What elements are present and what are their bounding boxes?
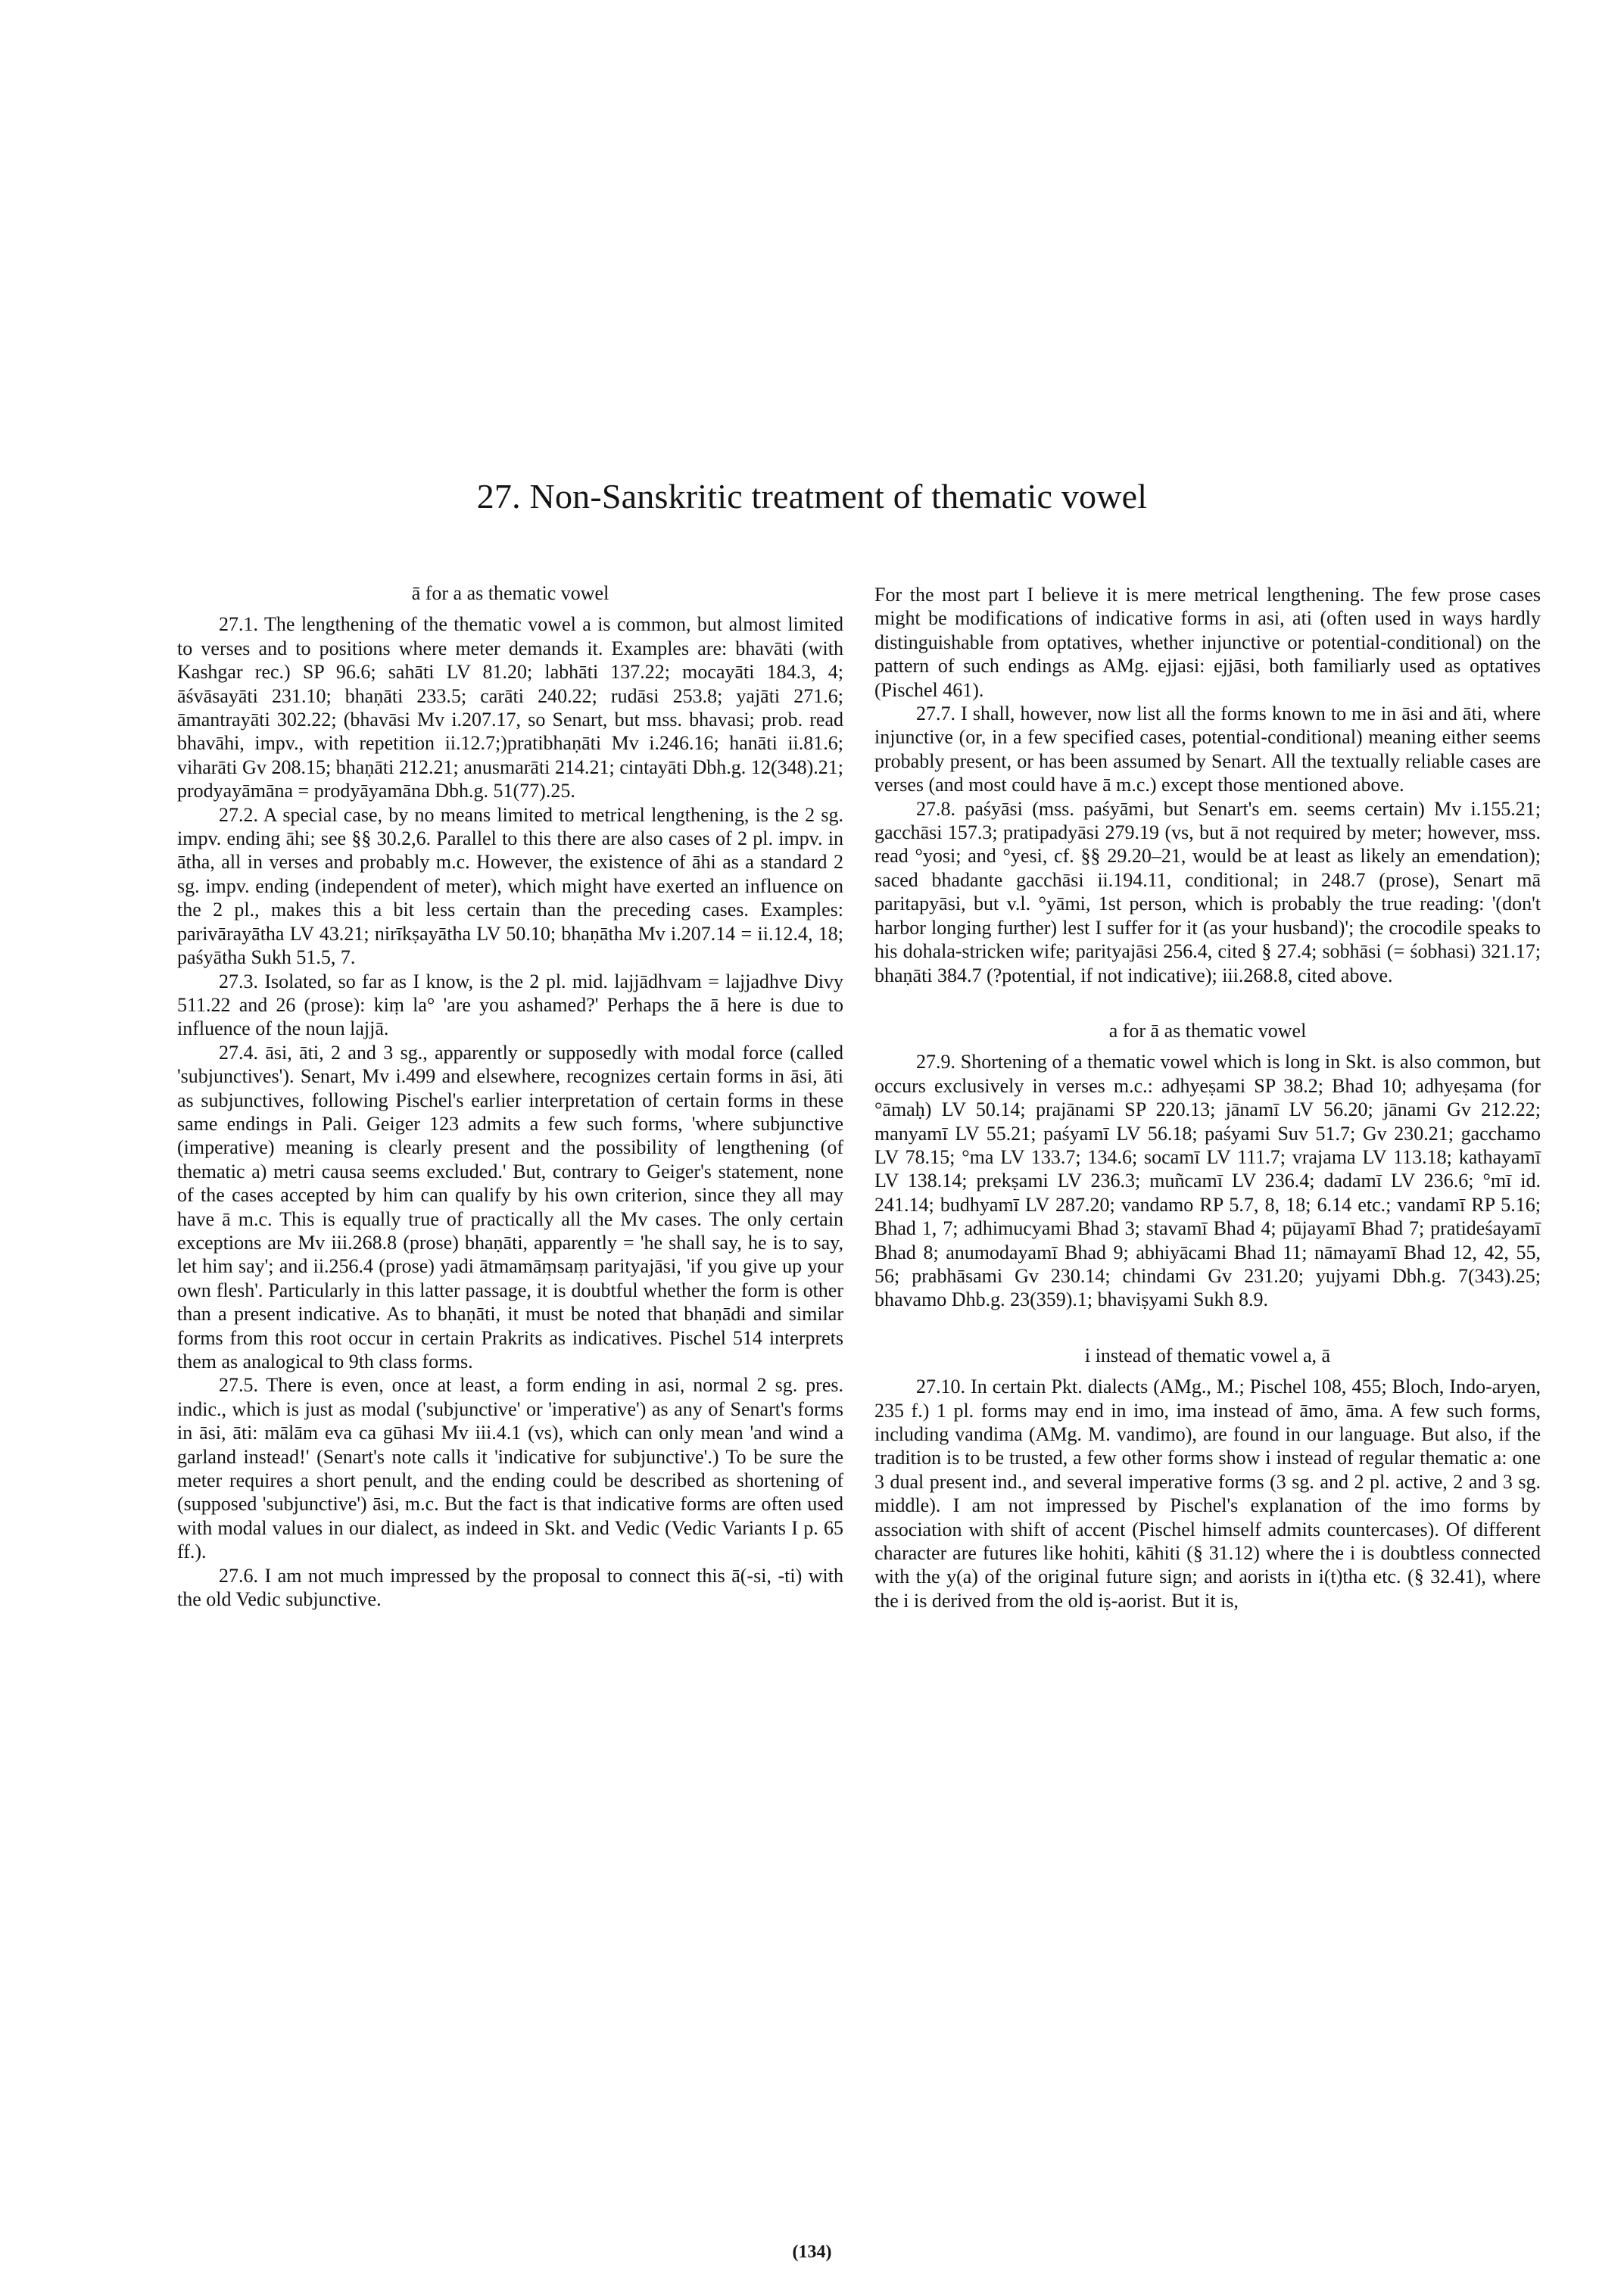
paragraph-27-5: 27.5. There is even, once at least, a form ending in asi, normal 2 sg. pres. indic., which is just as modal ('subjunctive' or 'imperative') as any of Senart's forms in āsi, āti: mālām eva ca gūhasi Mv iii.4.1 (vs), which can only mean 'and wind a garland instead!' (Senart's note calls it 'indicative for subjunctive'.) To be sure the meter requires a short penult, and the ending could be described as shortening of (supposed 'subjunctive') āsi, m.c. But the fact is that indicative forms are often used with modal values in our dialect, as indeed in Skt. and Vedic (Vedic Variants I p. 65 ff.). (177, 1374, 843, 1563)
paragraph-27-1: 27.1. The lengthening of the thematic vowel a is common, but almost limited to verses and to positions where meter demands it. Examples are: bhavāti (with Kashgar rec.) SP 96.6; sahāti LV 81.20; labhāti 137.22; mocayāti 184.3, 4; āśvāsayāti 231.10; bhaṇāti 233.5; carāti 240.22; rudāsi 253.8; yajāti 271.6; āmantrayāti 302.22; (bhavāsi Mv i.207.17, so Senart, but mss. bhavasi; prob. read bhavāhi, impv., with repetition ii.12.7;)pratibhaṇāti Mv i.246.16; hanāti ii.81.6; viharāti Gv 208.15; bhaṇāti 212.21; anusmarāti 214.21; cintayāti Dbh.g. 12(348).21; prodyayāmāna = prodyāyamāna Dbh.g. 51(77).25. (177, 613, 843, 802)
section-subheading: a for ā as thematic vowel (1108, 1019, 1307, 1042)
paragraph-27-7: 27.7. I shall, however, now list all the forms known to me in āsi and āti, where injunctive (or, in a few specified cases, potential-conditional) meaning either seems probably present, or has been assumed by Senart. All the textually reliable cases are verses (and most could have ā m.c.) except those mentioned above. (874, 703, 1541, 796)
paragraph-27-4: 27.4. āsi, āti, 2 and 3 sg., apparently or supposedly with modal force (called 'subjunctives'). Senart, Mv i.499 and elsewhere, recognizes certain forms in āsi, āti as subjunctives, following Pischel's earlier interpretation of certain forms in these same endings in Pali. Geiger 123 admits a few such forms, 'where subjunctive (imperative) meaning is clearly present and the possibility of lengthening (of thematic a) metri causa seems excluded.' But, contrary to Geiger's statement, none of the cases accepted by him can qualify by his own criterion, since they all may have ā m.c. This is equally true of practically all the Mv cases. The only certain exceptions are Mv iii.268.8 (prose) bhaṇāti, apparently = 'he shall say, he is to say, let him say'; and ii.256.4 (prose) yadi ātmamāṃsaṃ parityajāsi, 'if you give up your own flesh'. Particularly in this latter passage, it is doubtful whether the form is other than a present indicative. As to bhaṇāti, it must be noted that bhaṇādi and similar forms from this root occur in certain Prakrits as indicatives. Pischel 514 interprets them as analogical to 9th class forms. (177, 1041, 843, 1372)
right-column (874, 583, 1541, 1612)
paragraph-27-10: 27.10. In certain Pkt. dialects (AMg., M.; Pischel 108, 455; Bloch, Indo-aryen, 235 f.) 1 pl. forms may end in imo, ima instead of āmo, āma. A few such forms, including vandima (AMg. M. vandimo), are found in our language. But also, if the tradition is to be trusted, a few other forms show i instead of regular thematic a: one 3 dual present ind., and several imperative forms (3 sg. and 2 pl. active, 2 and 3 sg. middle). I am not impressed by Pischel's explanation of the imo forms by association with shift of accent (Pischel himself admits countercases). Of different character are futures like hohiti, kāhiti (§ 31.12) where the i is doubtless connected with the y(a) of the original future sign; and aorists in i(t)tha etc. (§ 32.41), where the i is derived from the old iṣ-aorist. But it is, (874, 1375, 1541, 1612)
section-subheading: ā for a as thematic vowel (411, 582, 609, 604)
paragraph-27-8: 27.8. paśyāsi (mss. paśyāmi, but Senart's em. seems certain) Mv i.155.21; gacchāsi 157.3; pratipadyāsi 279.19 (vs, but ā not required by meter; however, mss. read °yosi; and °yesi, cf. §§ 29.20–21, would be at least as likely an emendation); saced bhadante gacchāsi ii.194.11, conditional; in 248.7 (prose), Senart mā paritapyāsi, but v.l. °yāmi, 1st person, which is probably the true reading: '(don't harbor longing further) lest I suffer for it (as your husband)'; the crocodile speaks to his dohala-stricken wife; parityajāsi 256.4, cited § 27.4; sobhāsi (= śobhasi) 321.17; bhaṇāti 384.7 (?potential, if not indicative); iii.268.8, cited above. (874, 797, 1541, 986)
section-subheading: i instead of thematic vowel a, ā (1084, 1344, 1331, 1366)
page-title: 27. Non-Sanskritic treatment of thematic vowel (476, 477, 1148, 516)
paragraph-27-2: 27.2. A special case, by no means limited to metrical lengthening, is the 2 sg. impv. ending āhi; see §§ 30.2,6. Parallel to this there are also cases of 2 pl. impv. in ātha, all in verses and probably m.c. However, the existence of āhi as a standard 2 sg. impv. ending (independent of meter), which might have exerted an influence on the 2 pl., makes this a bit less certain than the preceding cases. Examples: parivārayātha LV 43.21; nirīkṣayātha LV 50.10; bhaṇātha Mv i.207.14 = ii.12.4, 18; paśyātha Sukh 51.5, 7. (177, 803, 843, 969)
page-number: (134) (792, 2242, 832, 2262)
left-column (177, 581, 843, 1611)
paragraph-27-9: 27.9. Shortening of a thematic vowel which is long in Skt. is also common, but occurs exclusively in verses m.c.: adhyeṣami SP 38.2; Bhad 10; adhyeṣama (for °āmaḥ) LV 50.14; prajānami SP 220.13; jānamī LV 56.20; jānami Gv 212.22; manyamī LV 55.21; paśyamī LV 56.18; paśyami Suv 51.7; Gv 230.21; gacchamo LV 78.15; °ma LV 133.7; 134.6; socamī LV 111.7; vrajama LV 113.18; kathayamī LV 138.14; prekṣami LV 236.3; muñcamī LV 236.4; dadamī LV 236.6; °mī id. 241.14; budhyamī LV 287.20; vandamo RP 5.7, 8, 18; 6.14 etc.; vandamī RP 5.16; Bhad 1, 7; adhimucyami Bhad 3; stavamī Bhad 4; pūjayamī Bhad 7; pratideśayamī Bhad 8; anumodayamī Bhad 9; abhiyācami Bhad 11; nāmayamī Bhad 12, 42, 55, 56; prabhāsami Gv 230.14; chindami Gv 231.20; yujyami Dbh.g. 7(343).25; bhavamo Dhb.g. 23(359).1; bhaviṣyami Sukh 8.9. (874, 1051, 1541, 1311)
paragraph-27-6-continued: For the most part I believe it is mere metrical lengthening. The few prose cases might be modifications of indicative forms in asi, ati (often used in ways hardly distinguishable from optatives, whether injunctive or potential-conditional) on the pattern of such endings as AMg. ejjasi: ejjāsi, both familiarly used as optatives (Pischel 461). (874, 584, 1541, 701)
paragraph-27-6: 27.6. I am not much impressed by the proposal to connect this ā(-si, -ti) with the old Vedic subjunctive. (177, 1564, 843, 1611)
paragraph-27-3: 27.3. Isolated, so far as I know, is the 2 pl. mid. lajjādhvam = lajjadhve Divy 511.22 and 26 (prose): kiṃ la° 'are you ashamed?' Perhaps the ā here is due to influence of the noun lajjā. (177, 970, 843, 1040)
